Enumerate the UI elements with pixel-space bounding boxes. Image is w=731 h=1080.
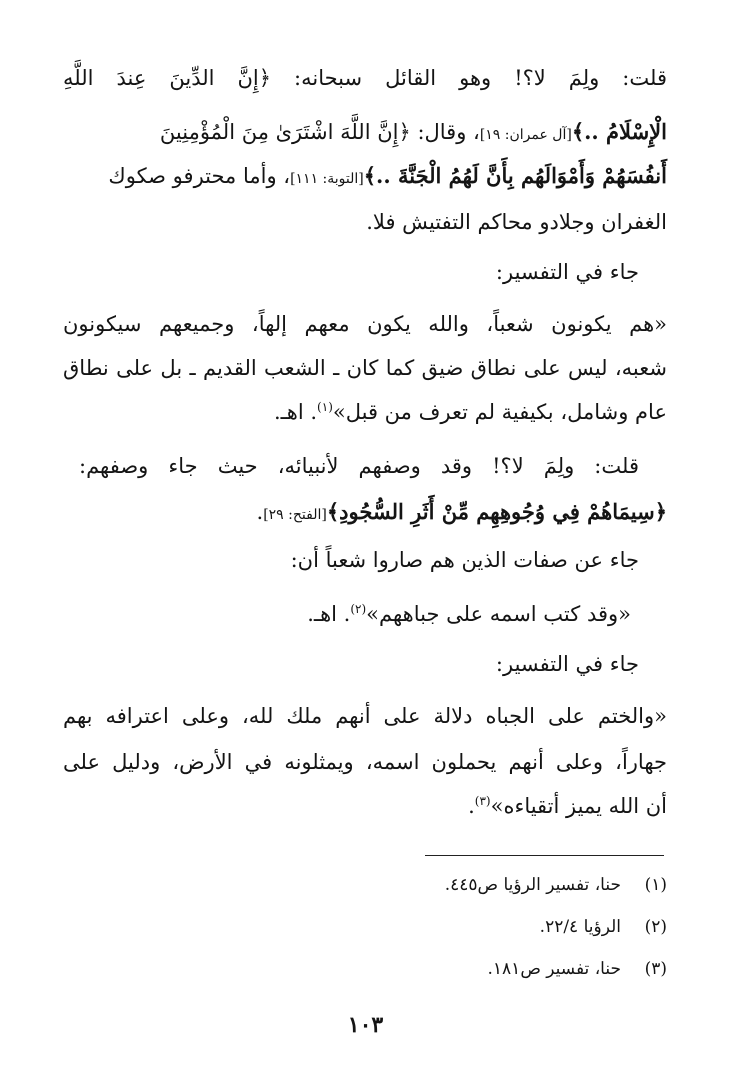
text-line — [63, 496, 667, 528]
footnote-divider — [425, 855, 664, 856]
body-text: . — [256, 500, 264, 524]
text-line — [63, 308, 667, 340]
text-line — [63, 746, 667, 778]
body-text: أن الله يميز أتقياءه» — [490, 794, 667, 818]
text-line — [63, 700, 667, 732]
text-line — [79, 450, 639, 482]
text-line — [63, 206, 667, 238]
body-text: قلت: ولِمَ لا؟! وقد وصفهم لأنبيائه، حيث جاء وصفهم: — [79, 454, 639, 478]
page-number: ١٠٣ — [347, 1012, 384, 1038]
quran-verse: أَنفُسَهُمْ وَأَمْوَالَهُم بِأَنَّ لَهُمُ الْجَنَّةَ ..﴾ — [363, 163, 667, 188]
body-text: قلت: ولِمَ لا؟! وهو القائل سبحانه: ﴿إِنَّ الدِّينَ عِندَ اللَّهِ — [63, 66, 667, 90]
footnote-text: حنا، تفسير الرؤيا ص٤٤٥. — [444, 875, 621, 895]
text-line — [63, 62, 667, 94]
footnote-text: حنا، تفسير ص١٨١. — [487, 959, 621, 979]
footnote-number: (١) — [644, 875, 667, 895]
footnote-3 — [367, 956, 667, 982]
body-text: «وقد كتب اسمه على جباههم» — [366, 602, 631, 626]
body-text: . اهـ. — [273, 400, 318, 424]
footnote-number: (٢) — [644, 917, 667, 937]
heading-text: جاء في التفسير: — [495, 260, 639, 284]
text-line — [63, 396, 667, 428]
verse-citation: [آل عمران: ١٩] — [479, 127, 572, 143]
text-line — [71, 598, 631, 630]
footnote-ref: (٢) — [350, 602, 367, 616]
body-text: شعبه، ليس على نطاق ضيق كما كان ـ الشعب القديم ـ بل على نطاق — [63, 356, 667, 380]
body-text: جهاراً، وعلى أنهم يحملون اسمه، ويمثلونه في الأرض، ودليل على — [63, 750, 667, 774]
footnote-1 — [367, 872, 667, 898]
footnote-text: الرؤيا ٢٢/٤. — [539, 917, 621, 937]
body-text: ، وأما محترفو صكوك — [108, 164, 291, 188]
quran-verse: ﴿سِيمَاهُمْ فِي وُجُوهِهِم مِّنْ أَثَرِ السُّجُودِ﴾ — [326, 499, 667, 524]
body-text: جاء عن صفات الذين هم صاروا شعباً أن: — [290, 548, 639, 572]
text-line — [63, 790, 667, 822]
text-line — [63, 116, 667, 148]
footnote-2 — [367, 914, 667, 940]
verse-citation: [الفتح: ٢٩] — [263, 507, 327, 523]
quran-verse: الْإِسْلَامُ ..﴾ — [571, 119, 667, 144]
heading-text: جاء في التفسير: — [495, 652, 639, 676]
section-heading — [79, 648, 639, 680]
footnote-ref: (٣) — [474, 794, 491, 808]
verse-citation: [التوبة: ١١١] — [290, 171, 364, 187]
text-line — [63, 160, 667, 192]
text-line — [63, 352, 667, 384]
text-line — [79, 544, 639, 576]
body-text: الغفران وجلادو محاكم التفتيش فلا. — [366, 210, 667, 234]
body-text: «والختم على الجباه دلالة على أنهم ملك لله، وعلى اعترافه بهم — [63, 704, 667, 728]
footnote-ref: (١) — [317, 400, 333, 414]
body-text: . اهـ. — [307, 602, 351, 626]
body-text: ، وقال: ﴿إِنَّ اللَّهَ اشْتَرَىٰ مِنَ الْمُؤْمِنِينَ — [159, 120, 480, 144]
body-text: عام وشامل، بكيفية لم تعرف من قبل» — [332, 400, 667, 424]
section-heading — [79, 256, 639, 288]
footnote-number: (٣) — [644, 959, 667, 979]
body-text: . — [468, 794, 475, 818]
body-text: «هم يكونون شعباً، والله يكون معهم إلهاً، وجميعهم سيكونون — [63, 312, 667, 336]
